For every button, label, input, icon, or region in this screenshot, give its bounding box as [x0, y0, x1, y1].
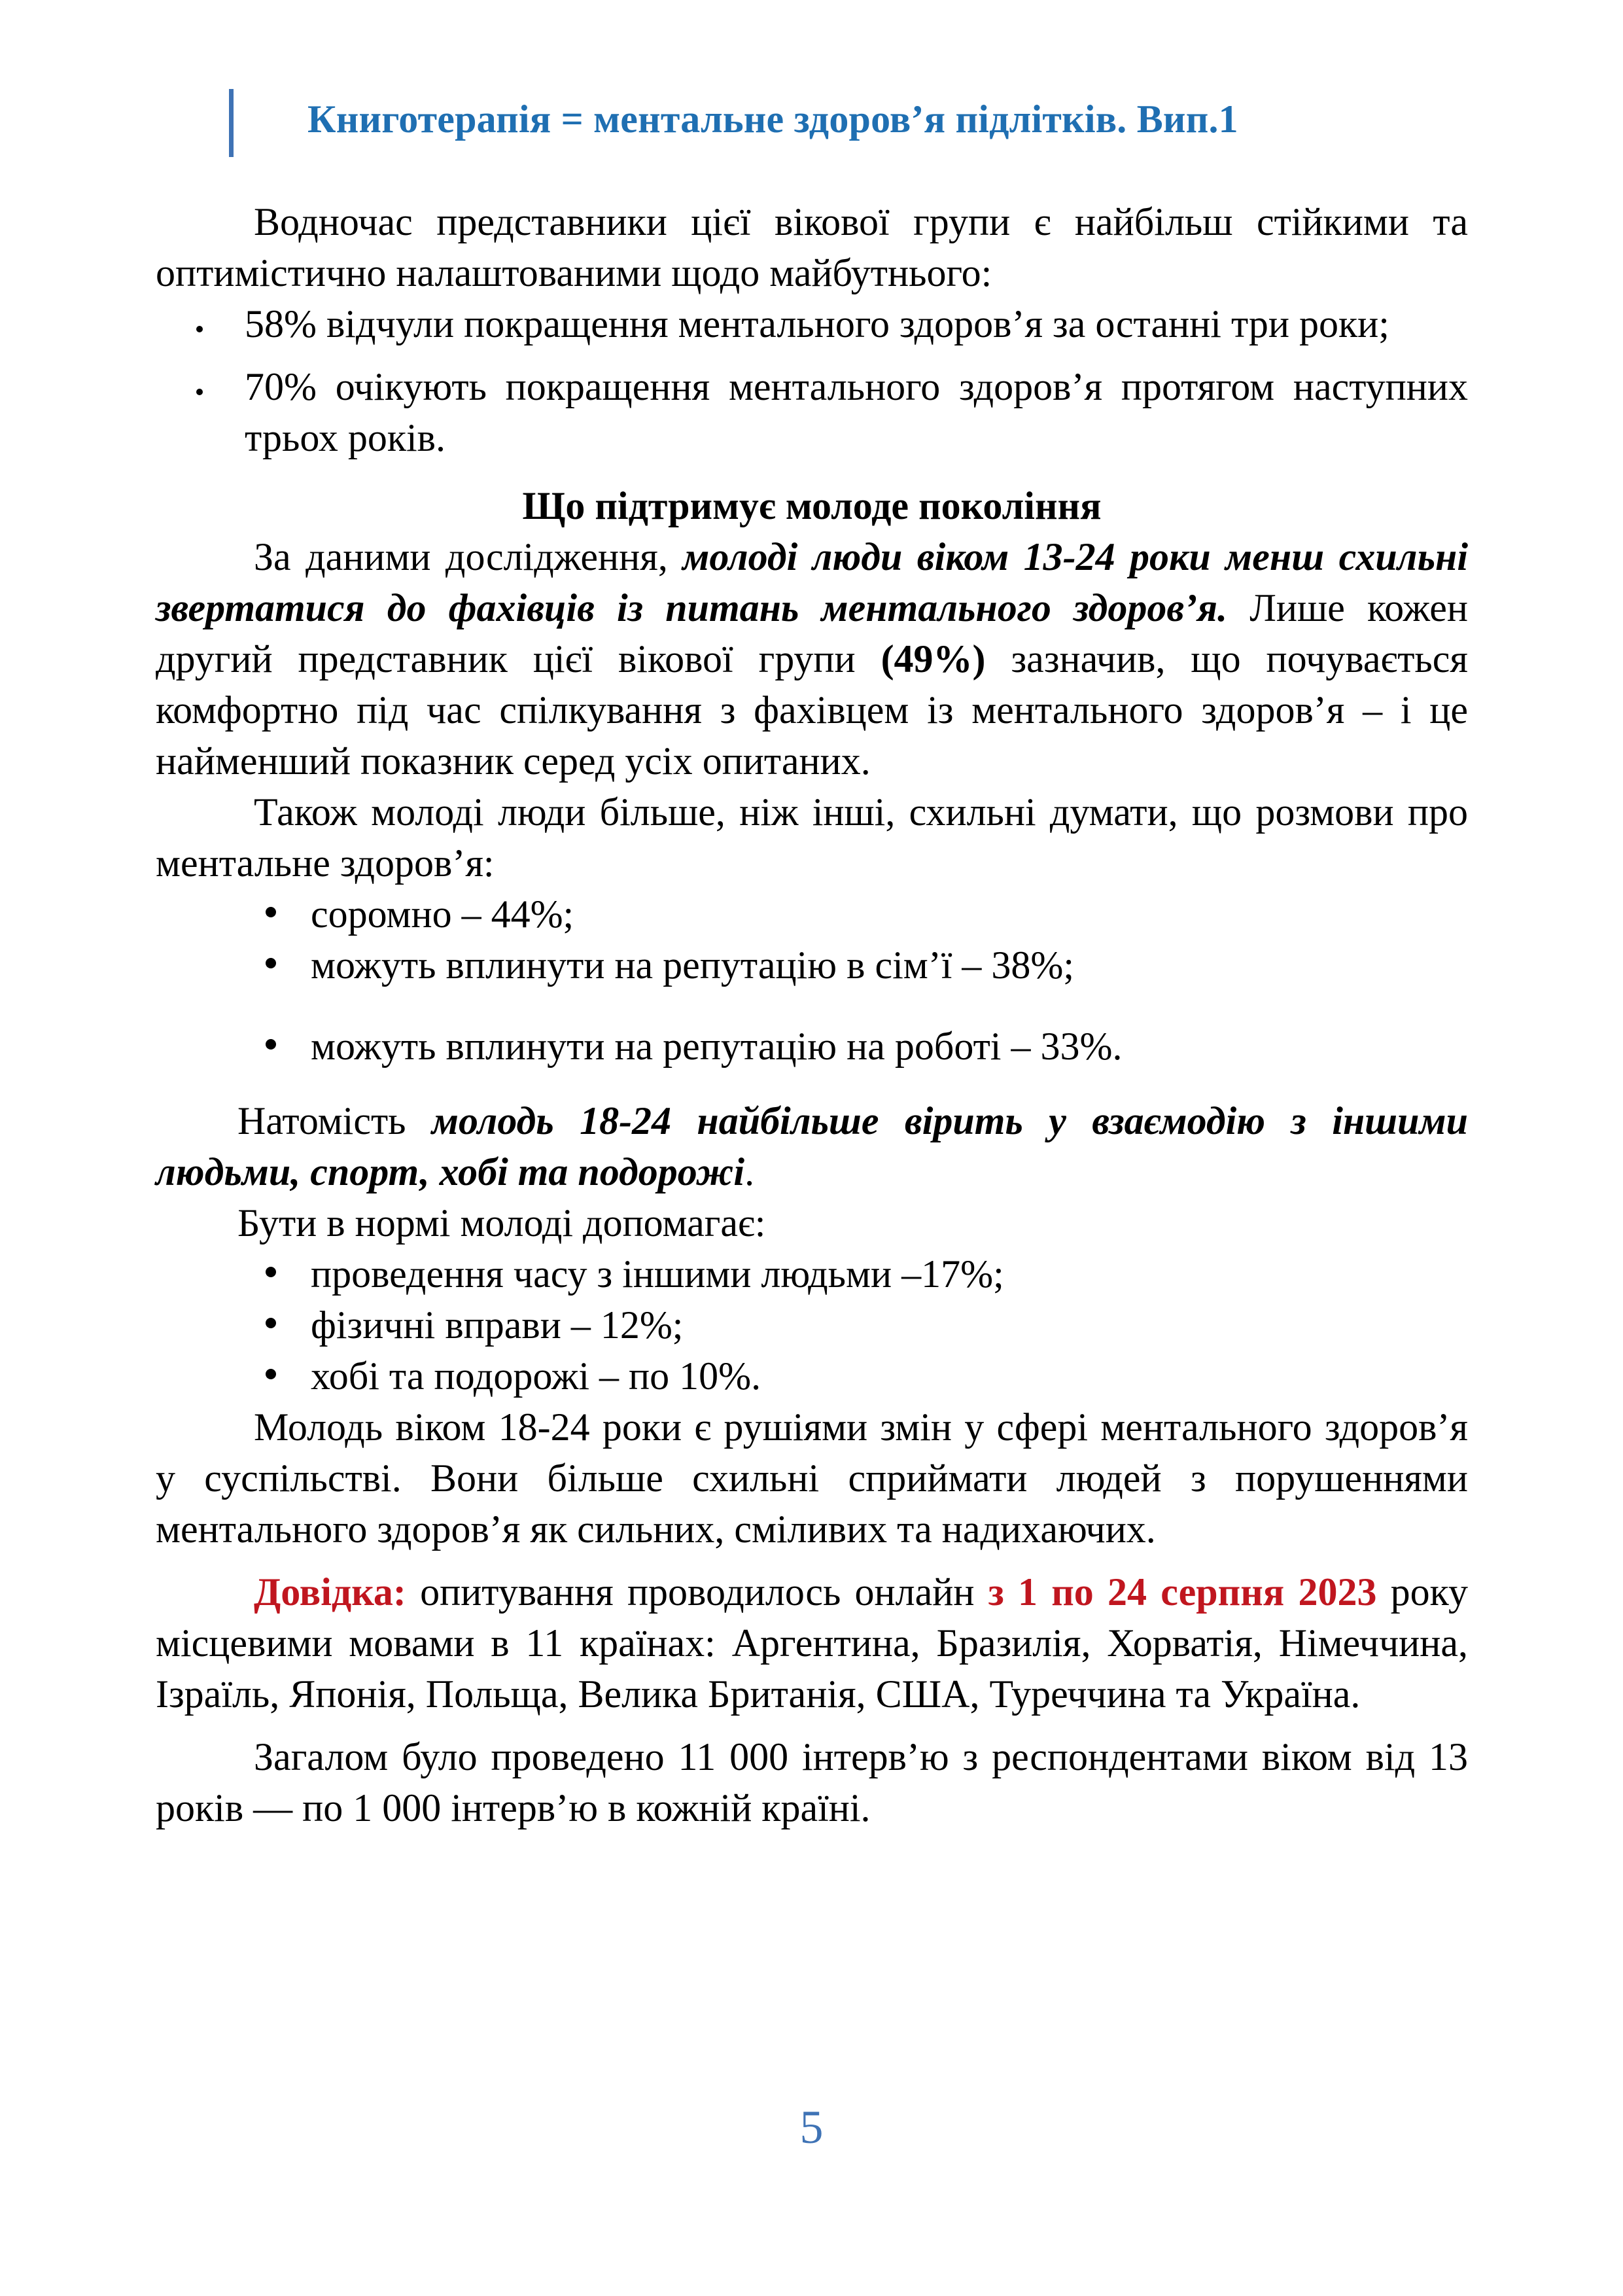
- instead-lead: Натомість: [237, 1099, 432, 1142]
- header-accent-bar: [229, 89, 234, 157]
- helps-paragraph: Бути в нормі молоді допомагає:: [237, 1201, 766, 1245]
- note-label: Довідка:: [254, 1570, 406, 1614]
- list-item: можуть вплинути на репутацію в сім’ї – 38%;: [156, 940, 1468, 991]
- research-paragraph: [156, 531, 1468, 786]
- list-item: можуть вплинути на репутацію на роботі – 33%.: [156, 1021, 1468, 1072]
- note-text-1: опитування проводилось онлайн: [406, 1570, 988, 1614]
- instead-paragraph: [156, 1095, 1468, 1197]
- section-heading: Що підтримує молоде покоління: [522, 484, 1102, 527]
- note-text-2: року місцевими мовами в 11 країнах: Аргентина, Бразилія, Хорватія, Німеччина, Ізраїль, Японія, Польща, Велика Британія, США, Туреччина та Україна.: [156, 1570, 1468, 1716]
- stigma-list: [156, 889, 1468, 1072]
- research-percent: (49%): [881, 637, 986, 680]
- list-item: 70% очікують покращення ментального здоров’я протягом наступних трьох років.: [156, 361, 1468, 463]
- page-content: [156, 196, 1468, 1833]
- helps-list: [156, 1248, 1468, 1402]
- note-paragraph: [156, 1566, 1468, 1720]
- list-item: хобі та подорожі – по 10%.: [156, 1351, 1468, 1402]
- instead-emphasis: молодь 18-24 найбільше вірить у взаємодію з іншими людьми, спорт, хобі та подорожі: [156, 1099, 1468, 1193]
- list-item: соромно – 44%;: [156, 889, 1468, 940]
- list-item: проведення часу з іншими людьми –17%;: [156, 1248, 1468, 1299]
- instead-tail: .: [744, 1150, 755, 1193]
- stigma-paragraph: Також молоді люди більше, ніж інші, схильні думати, що розмови про ментальне здоров’я:: [156, 790, 1468, 885]
- list-item: фізичні вправи – 12%;: [156, 1299, 1468, 1351]
- research-lead: За даними дослідження,: [254, 535, 683, 578]
- drivers-paragraph: Молодь віком 18-24 роки є рушіями змін у сфері ментального здоров’я у суспільстві. Вони більше схильні сприймати людей з порушеннями ментального здоров’я як сильних, сміливих та надихаючих.: [156, 1405, 1468, 1551]
- note-dates: з 1 по 24 серпня 2023: [988, 1570, 1377, 1614]
- page-number: 5: [799, 2101, 824, 2153]
- list-item: 58% відчули покращення ментального здоров’я за останні три роки;: [156, 298, 1468, 349]
- research-emphasis: молоді люди віком 13-24 роки менш схильні звертатися до фахівців із питань ментального здоров’я.: [156, 535, 1468, 629]
- page-header-title: Книготерапія = ментальне здоров’я підлітків. Вип.1: [307, 97, 1238, 141]
- research-middle: Лише кожен другий представник цієї вікової групи: [156, 586, 1468, 680]
- intro-paragraph: Водночас представники цієї вікової групи є найбільш стійкими та оптимістично налаштованими щодо майбутнього:: [156, 200, 1468, 294]
- total-paragraph: Загалом було проведено 11 000 інтерв’ю з респондентами віком від 13 років — по 1 000 інтерв’ю в кожній країні.: [156, 1735, 1468, 1829]
- intro-list: [156, 298, 1468, 463]
- research-tail: зазначив, що почувається комфортно під час спілкування з фахівцем із ментального здоров’я – і це найменший показник серед усіх опитаних.: [156, 637, 1469, 783]
